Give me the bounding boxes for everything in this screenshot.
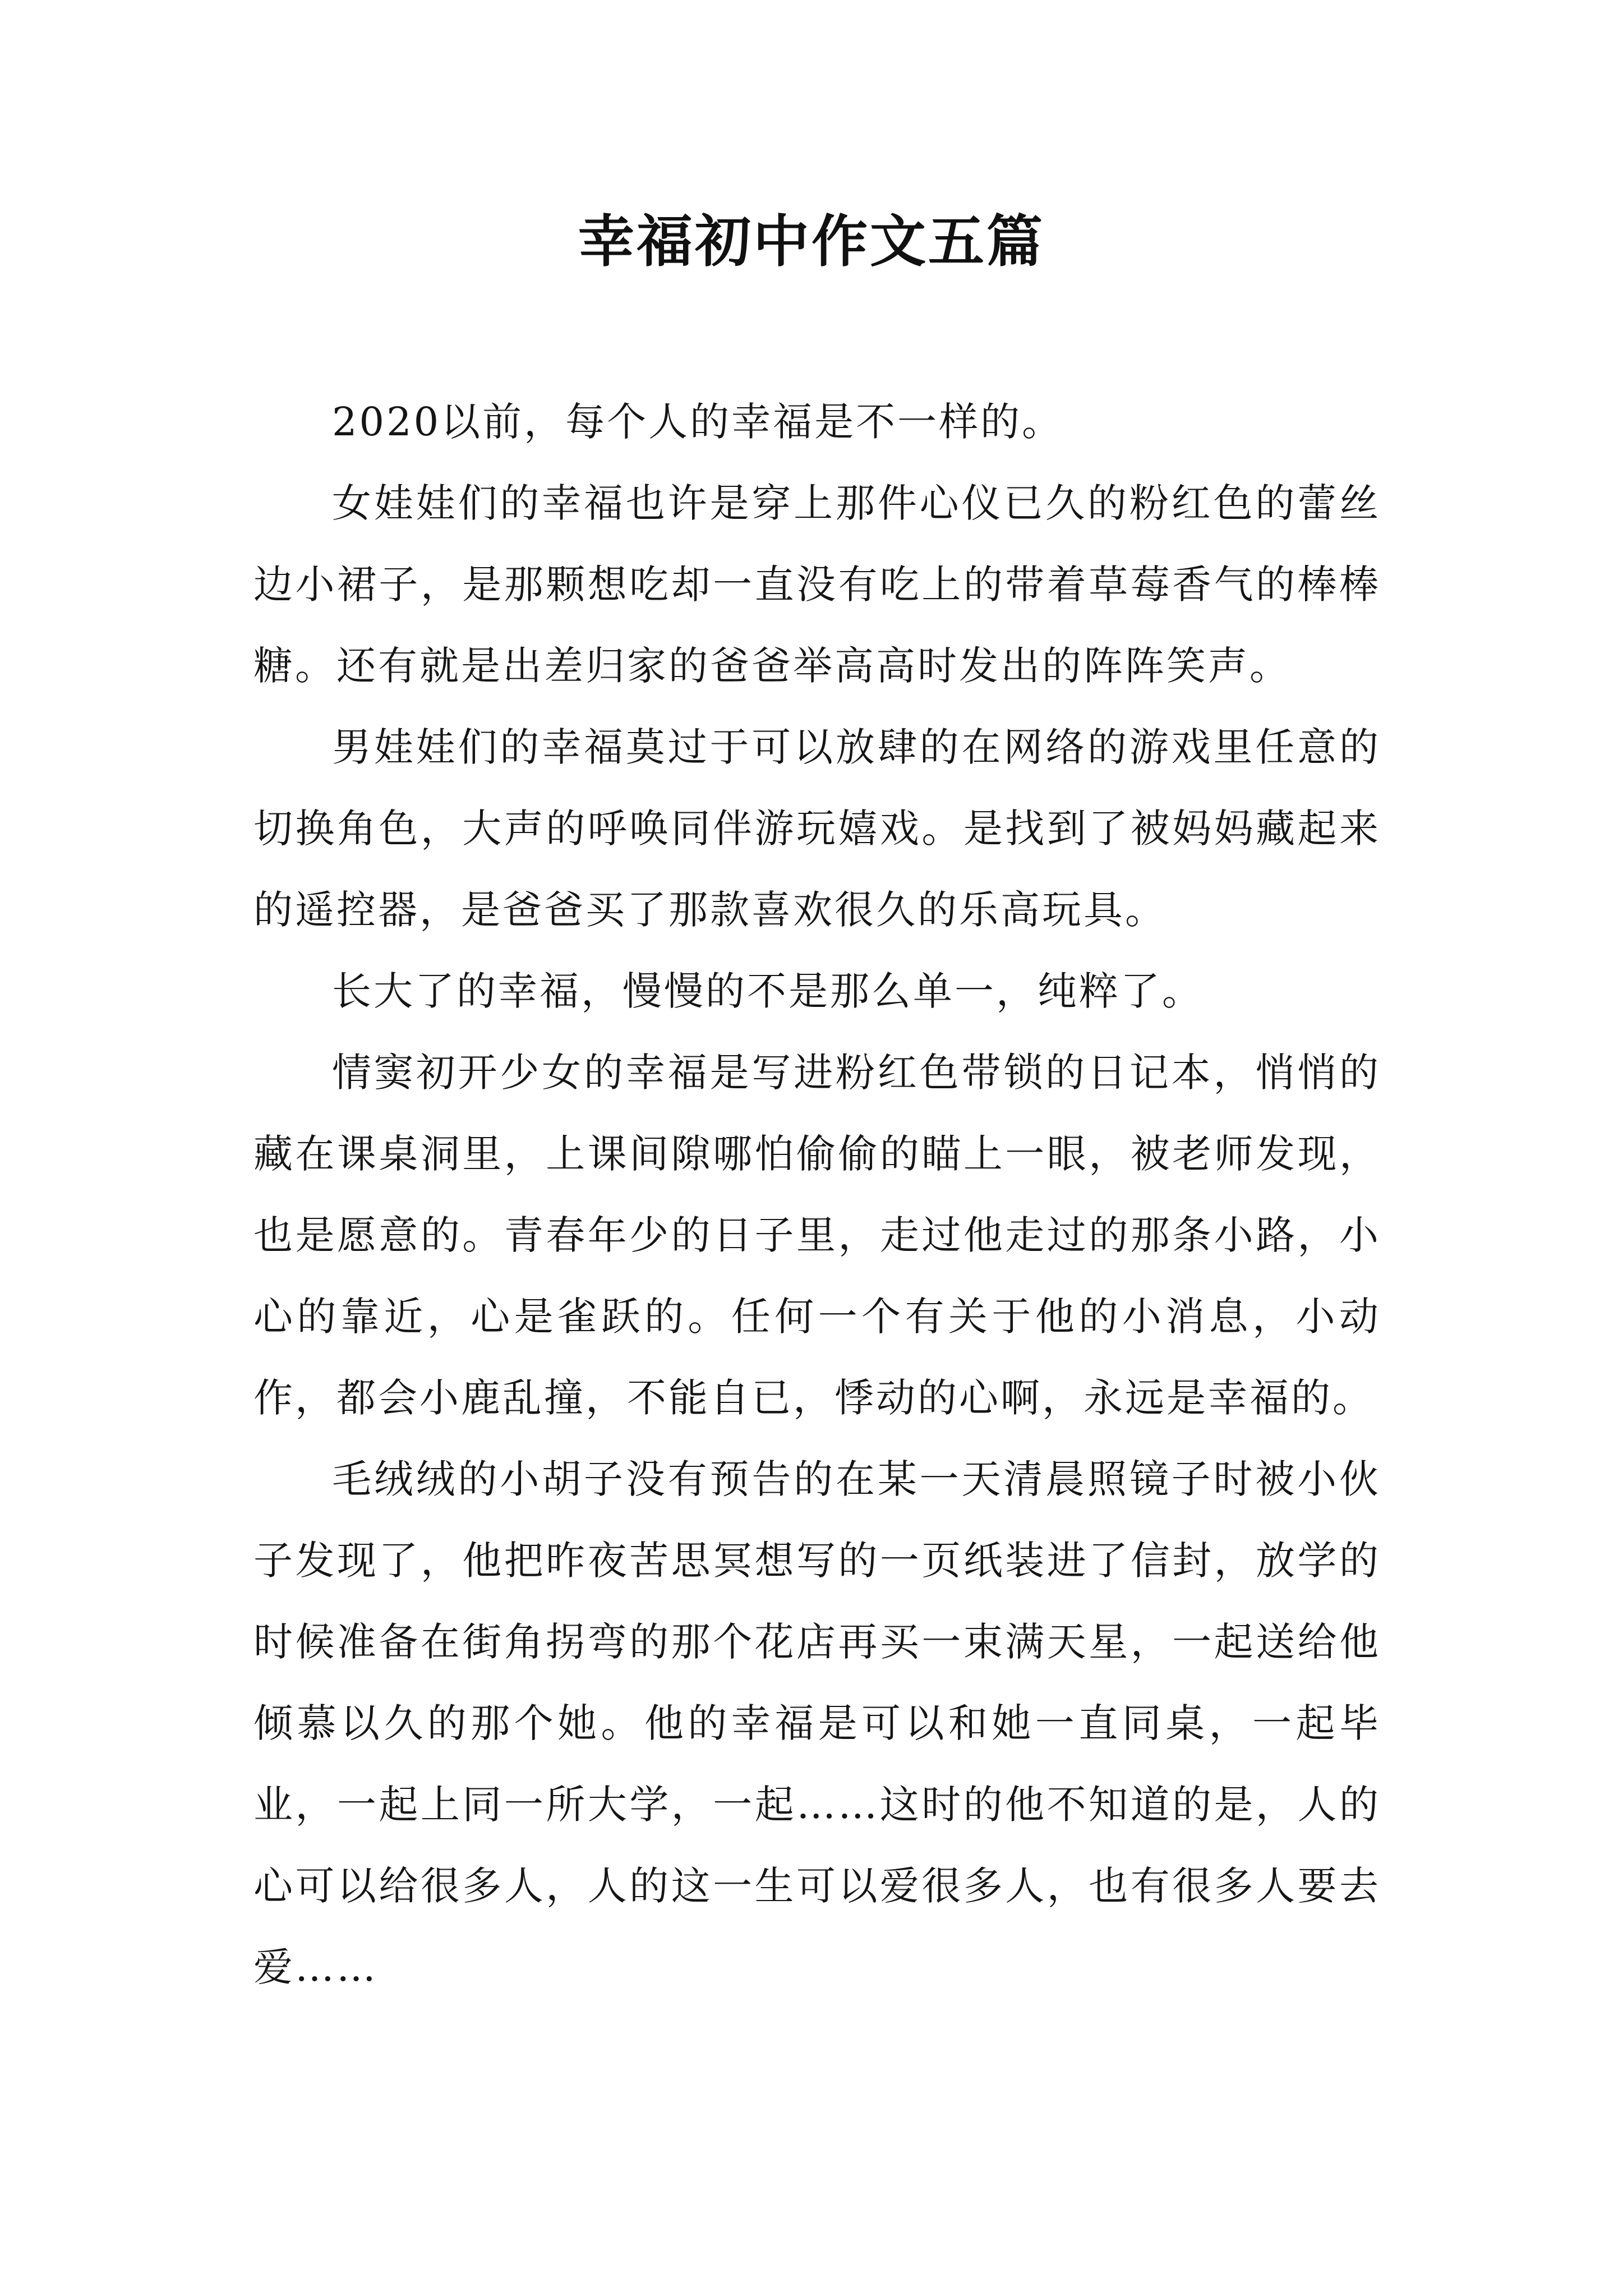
paragraph: 2020以前，每个人的幸福是不一样的。	[332, 399, 1064, 445]
paragraph: 男娃娃们的幸福莫过于可以放肆的在网络的游戏里任意的切换角色，大声的呼唤同伴游玩嬉戏。是找到了被妈妈藏起来的遥控器，是爸爸买了那款喜欢很久的乐高玩具。	[253, 724, 1381, 933]
paragraph: 长大了的幸福，慢慢的不是那么单一，纯粹了。	[332, 968, 1204, 1014]
document-title: 幸福初中作文五篇	[578, 208, 1045, 274]
paragraph: 女娃娃们的幸福也许是穿上那件心仪已久的粉红色的蕾丝边小裙子，是那颗想吃却一直没有吃上的带着草莓香气的棒棒糖。还有就是出差归家的爸爸举高高时发出的阵阵笑声。	[253, 480, 1381, 689]
document-body	[253, 381, 1381, 2008]
paragraph: 情窦初开少女的幸福是写进粉红色带锁的日记本，悄悄的藏在课桌洞里，上课间隙哪怕偷偷的瞄上一眼，被老师发现，也是愿意的。青春年少的日子里，走过他走过的那条小路，小心的靠近，心是雀跃的。任何一个有关于他的小消息，小动作，都会小鹿乱撞，不能自已，悸动的心啊，永远是幸福的。	[253, 1050, 1381, 1421]
paragraph: 毛绒绒的小胡子没有预告的在某一天清晨照镜子时被小伙子发现了，他把昨夜苦思冥想写的一页纸装进了信封，放学的时候准备在街角拐弯的那个花店再买一束满天星，一起送给他倾慕以久的那个她。他的幸福是可以和她一直同桌，一起毕业，一起上同一所大学，一起……这时的他不知道的是，人的心可以给很多人，人的这一生可以爱很多人，也有很多人要去爱……	[253, 1456, 1381, 1990]
